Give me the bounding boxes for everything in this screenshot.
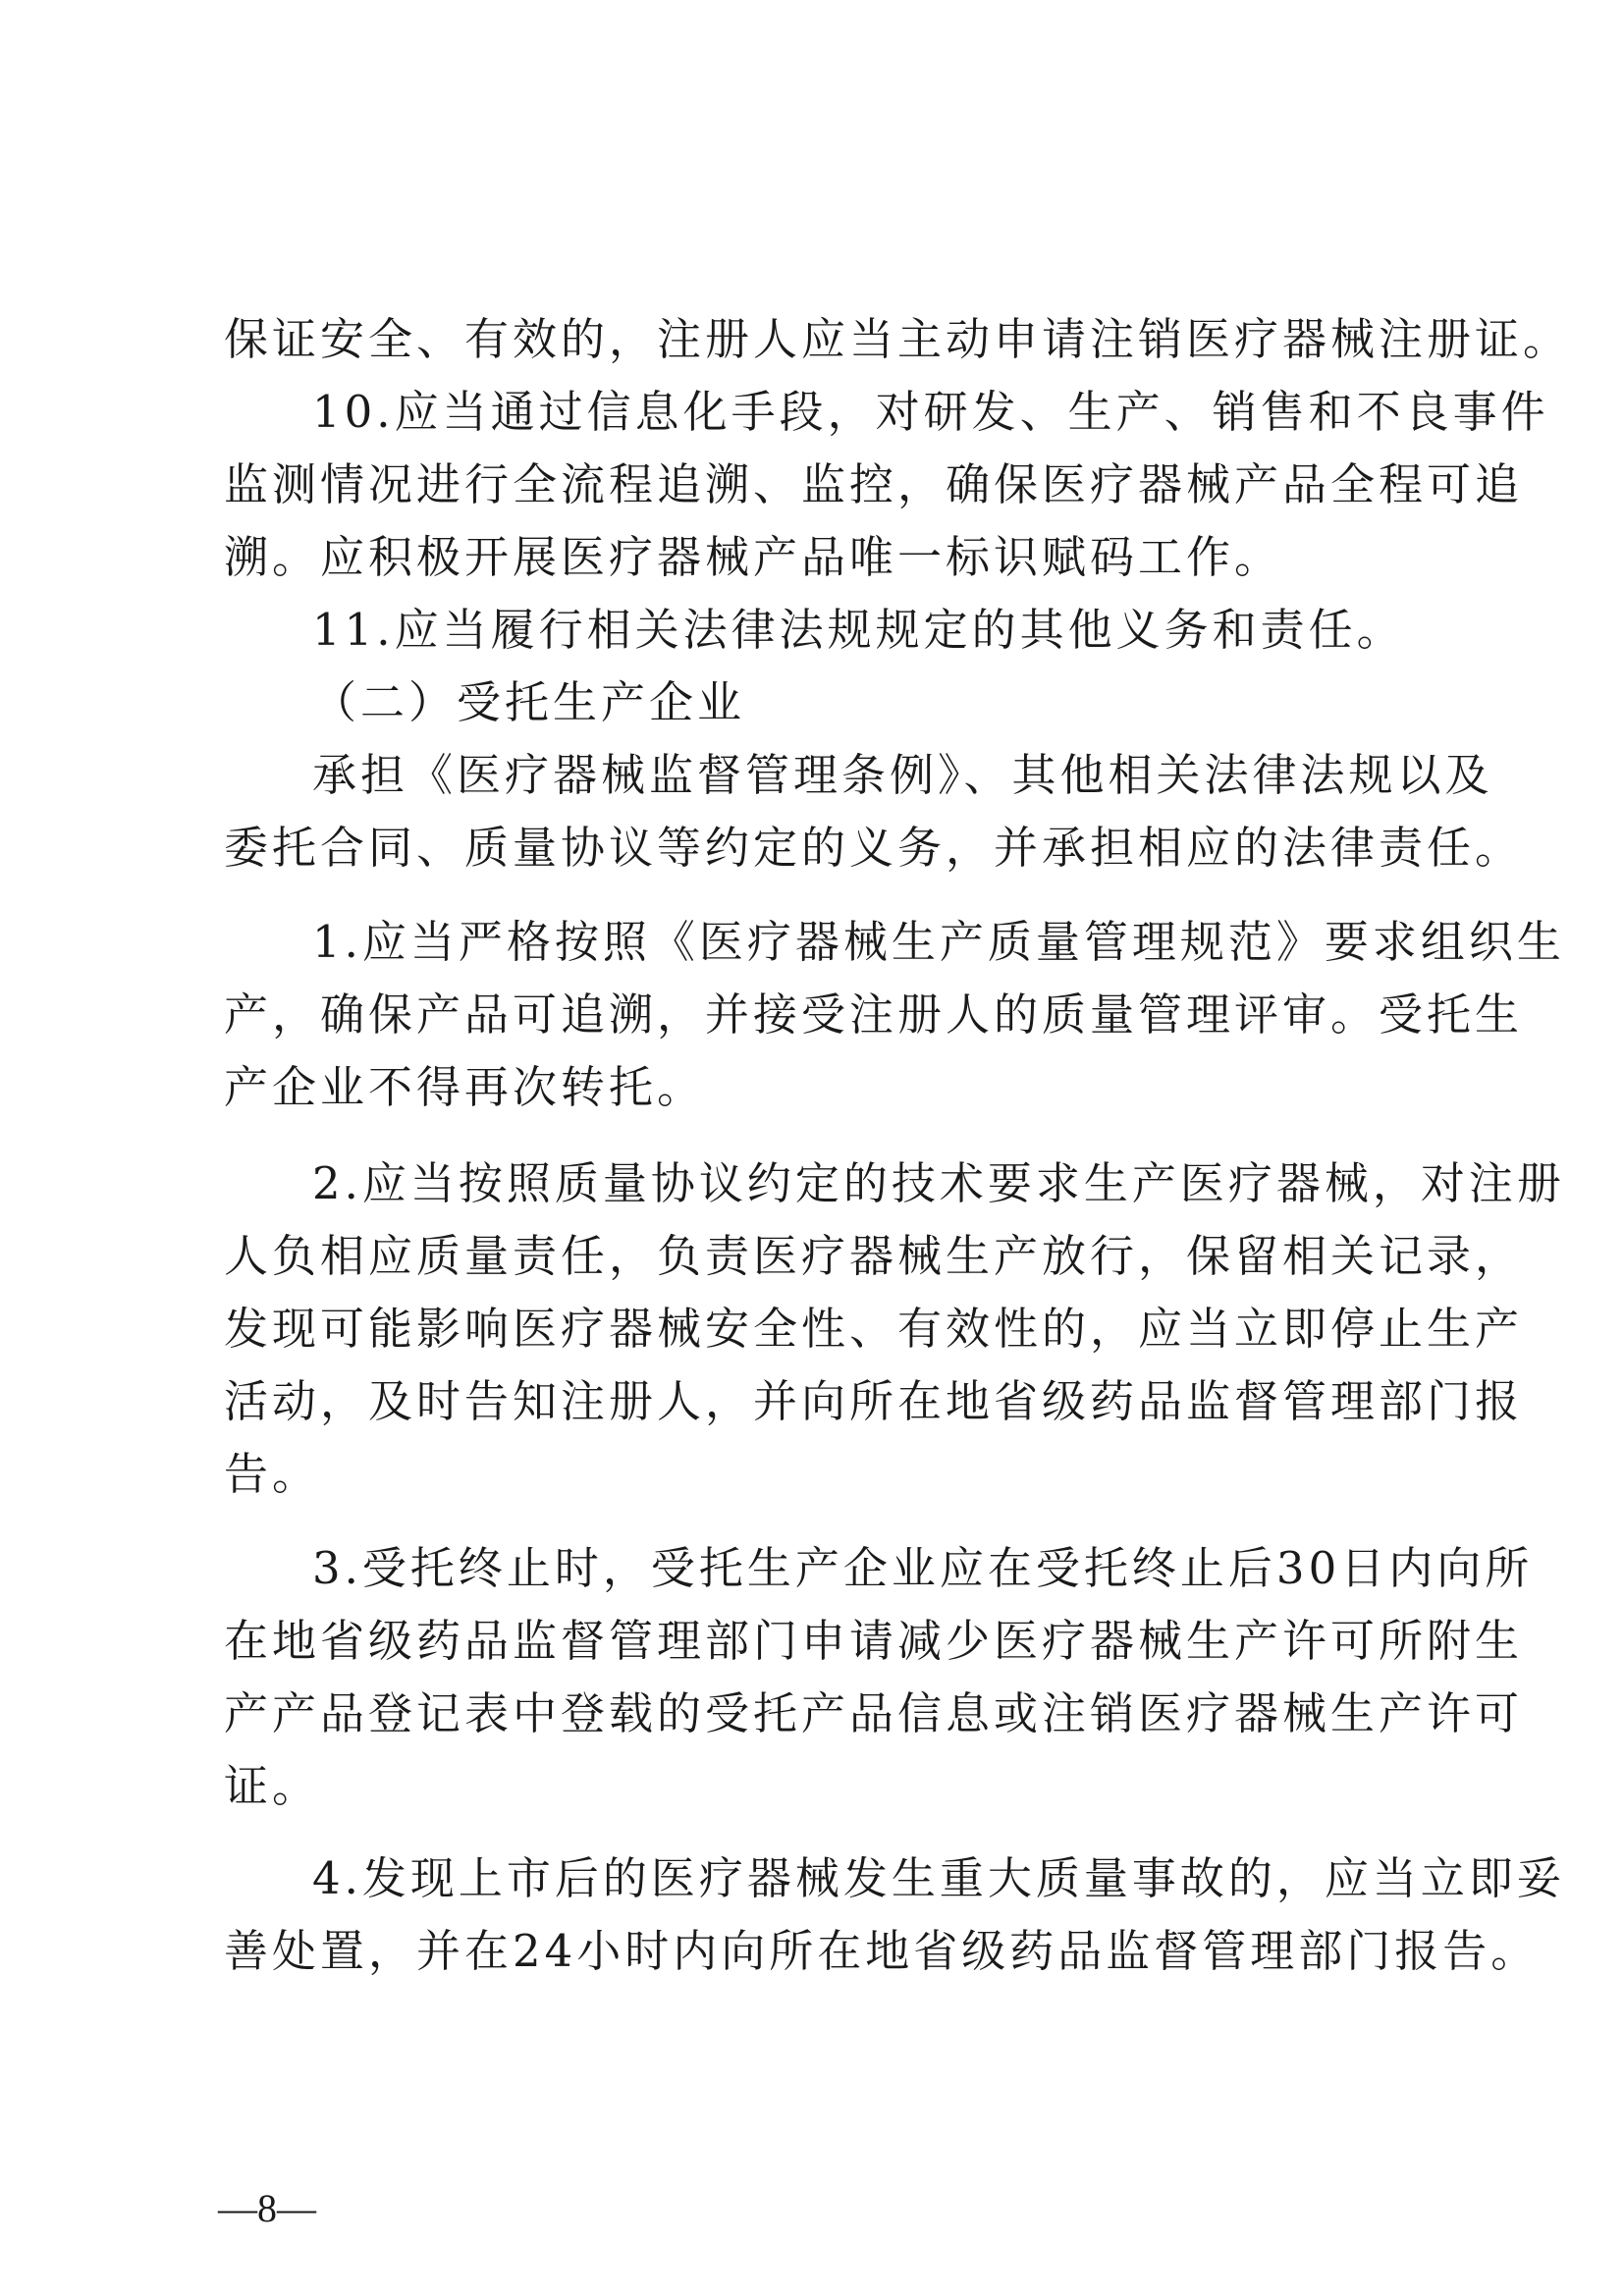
- page-number: —8—: [218, 2186, 316, 2230]
- text-line: 1.应当严格按照《医疗器械生产质量管理规范》要求组织生: [312, 916, 1565, 968]
- text-line: 溯。应积极开展医疗器械产品唯一标识赋码工作。: [224, 531, 1283, 583]
- text-line: 承担《医疗器械监督管理条例》、其他相关法律法规以及: [312, 749, 1493, 801]
- text-line: 在地省级药品监督管理部门申请减少医疗器械生产许可所附生: [224, 1615, 1524, 1667]
- text-line: 4.发现上市后的医疗器械发生重大质量事故的，应当立即妥: [312, 1852, 1565, 1904]
- text-line: 发现可能影响医疗器械安全性、有效性的，应当立即停止生产: [224, 1303, 1524, 1355]
- text-line: 委托合同、质量协议等约定的义务，并承担相应的法律责任。: [224, 822, 1524, 874]
- text-line: 2.应当按照质量协议约定的技术要求生产医疗器械，对注册: [312, 1157, 1565, 1209]
- text-line: 活动，及时告知注册人，并向所在地省级药品监督管理部门报: [224, 1375, 1524, 1427]
- text-line: 产，确保产品可追溯，并接受注册人的质量管理评审。受托生: [224, 988, 1524, 1041]
- text-line: 告。: [224, 1448, 321, 1500]
- text-line: 10.应当通过信息化手段，对研发、生产、销售和不良事件: [312, 386, 1549, 438]
- text-line: 人负相应质量责任，负责医疗器械生产放行，保留相关记录，: [224, 1230, 1524, 1282]
- text-line: 3.受托终止时，受托生产企业应在受托终止后30日内向所: [312, 1542, 1534, 1594]
- text-line: 11.应当履行相关法律法规规定的其他义务和责任。: [312, 604, 1405, 656]
- text-line: 善处置，并在24小时内向所在地省级药品监督管理部门报告。: [224, 1925, 1540, 1977]
- section-heading: （二）受托生产企业: [312, 676, 746, 728]
- text-line: 证。: [224, 1760, 321, 1812]
- text-line: 保证安全、有效的，注册人应当主动申请注销医疗器械注册证。: [224, 313, 1572, 365]
- text-line: 产产品登记表中登载的受托产品信息或注销医疗器械生产许可: [224, 1687, 1524, 1739]
- text-line: 产企业不得再次转托。: [224, 1061, 706, 1113]
- text-line: 监测情况进行全流程追溯、监控，确保医疗器械产品全程可追: [224, 458, 1524, 510]
